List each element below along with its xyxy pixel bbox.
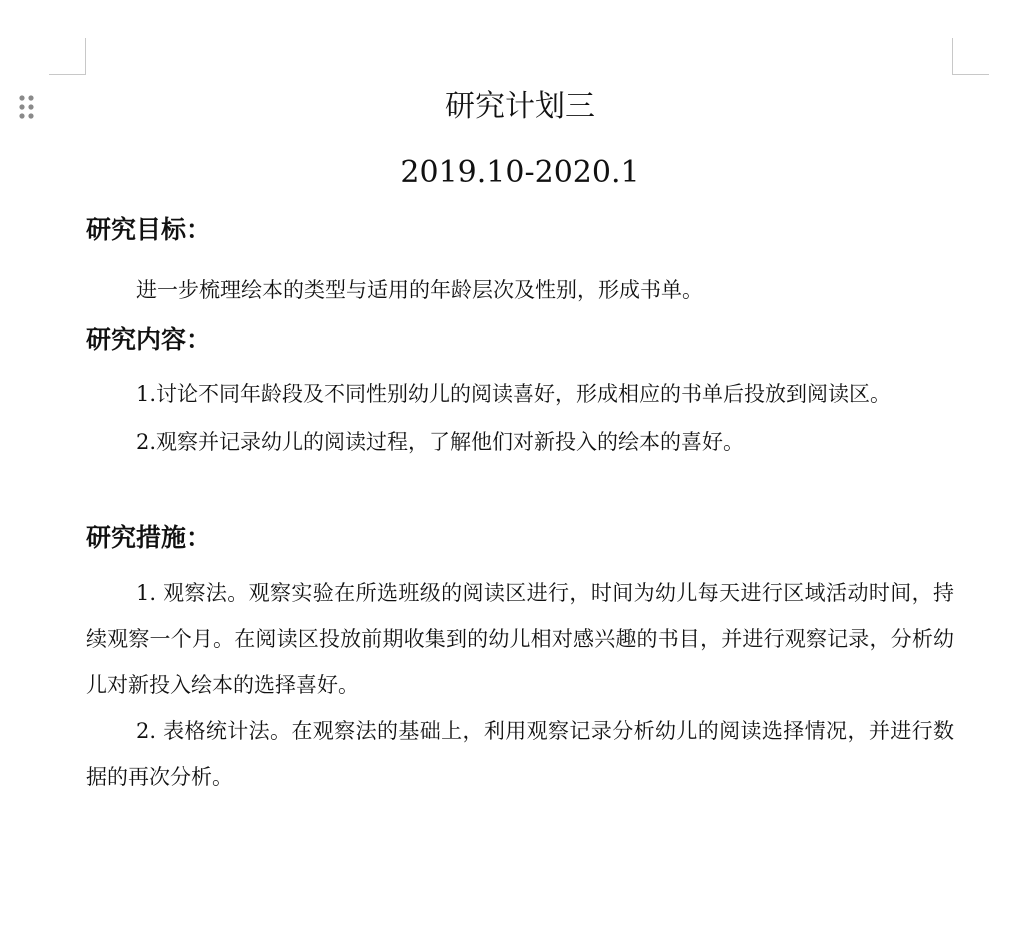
measures-paragraph-1: 1. 观察法。观察实验在所选班级的阅读区进行，时间为幼儿每天进行区域活动时间，持续观察一个月。在阅读区投放前期收集到的幼儿相对感兴趣的书目，并进行观察记录，分析幼儿对新投入绘本的选择喜好。	[86, 581, 954, 697]
section-heading-goal: 研究目标：	[86, 215, 212, 244]
content-paragraph-2: 2.观察并记录幼儿的阅读过程，了解他们对新投入的绘本的喜好。	[136, 430, 745, 454]
document-body[interactable]	[86, 84, 954, 800]
margin-corner-top-right	[952, 38, 989, 75]
drag-handle-icon[interactable]	[18, 95, 36, 119]
document-title: 研究计划三	[445, 89, 595, 124]
margin-corner-top-left	[49, 38, 86, 75]
drag-dots-graphic	[18, 95, 36, 119]
content-paragraph-1: 1.讨论不同年龄段及不同性别幼儿的阅读喜好，形成相应的书单后投放到阅读区。	[136, 382, 892, 406]
document-date-range: 2019.10-2020.1	[400, 155, 640, 190]
section-heading-measures: 研究措施：	[86, 523, 212, 552]
measures-paragraph-2: 2. 表格统计法。在观察法的基础上，利用观察记录分析幼儿的阅读选择情况，并进行数据的再次分析。	[86, 719, 954, 789]
goal-paragraph: 进一步梳理绘本的类型与适用的年龄层次及性别，形成书单。	[136, 278, 703, 302]
section-heading-content: 研究内容：	[86, 325, 212, 354]
